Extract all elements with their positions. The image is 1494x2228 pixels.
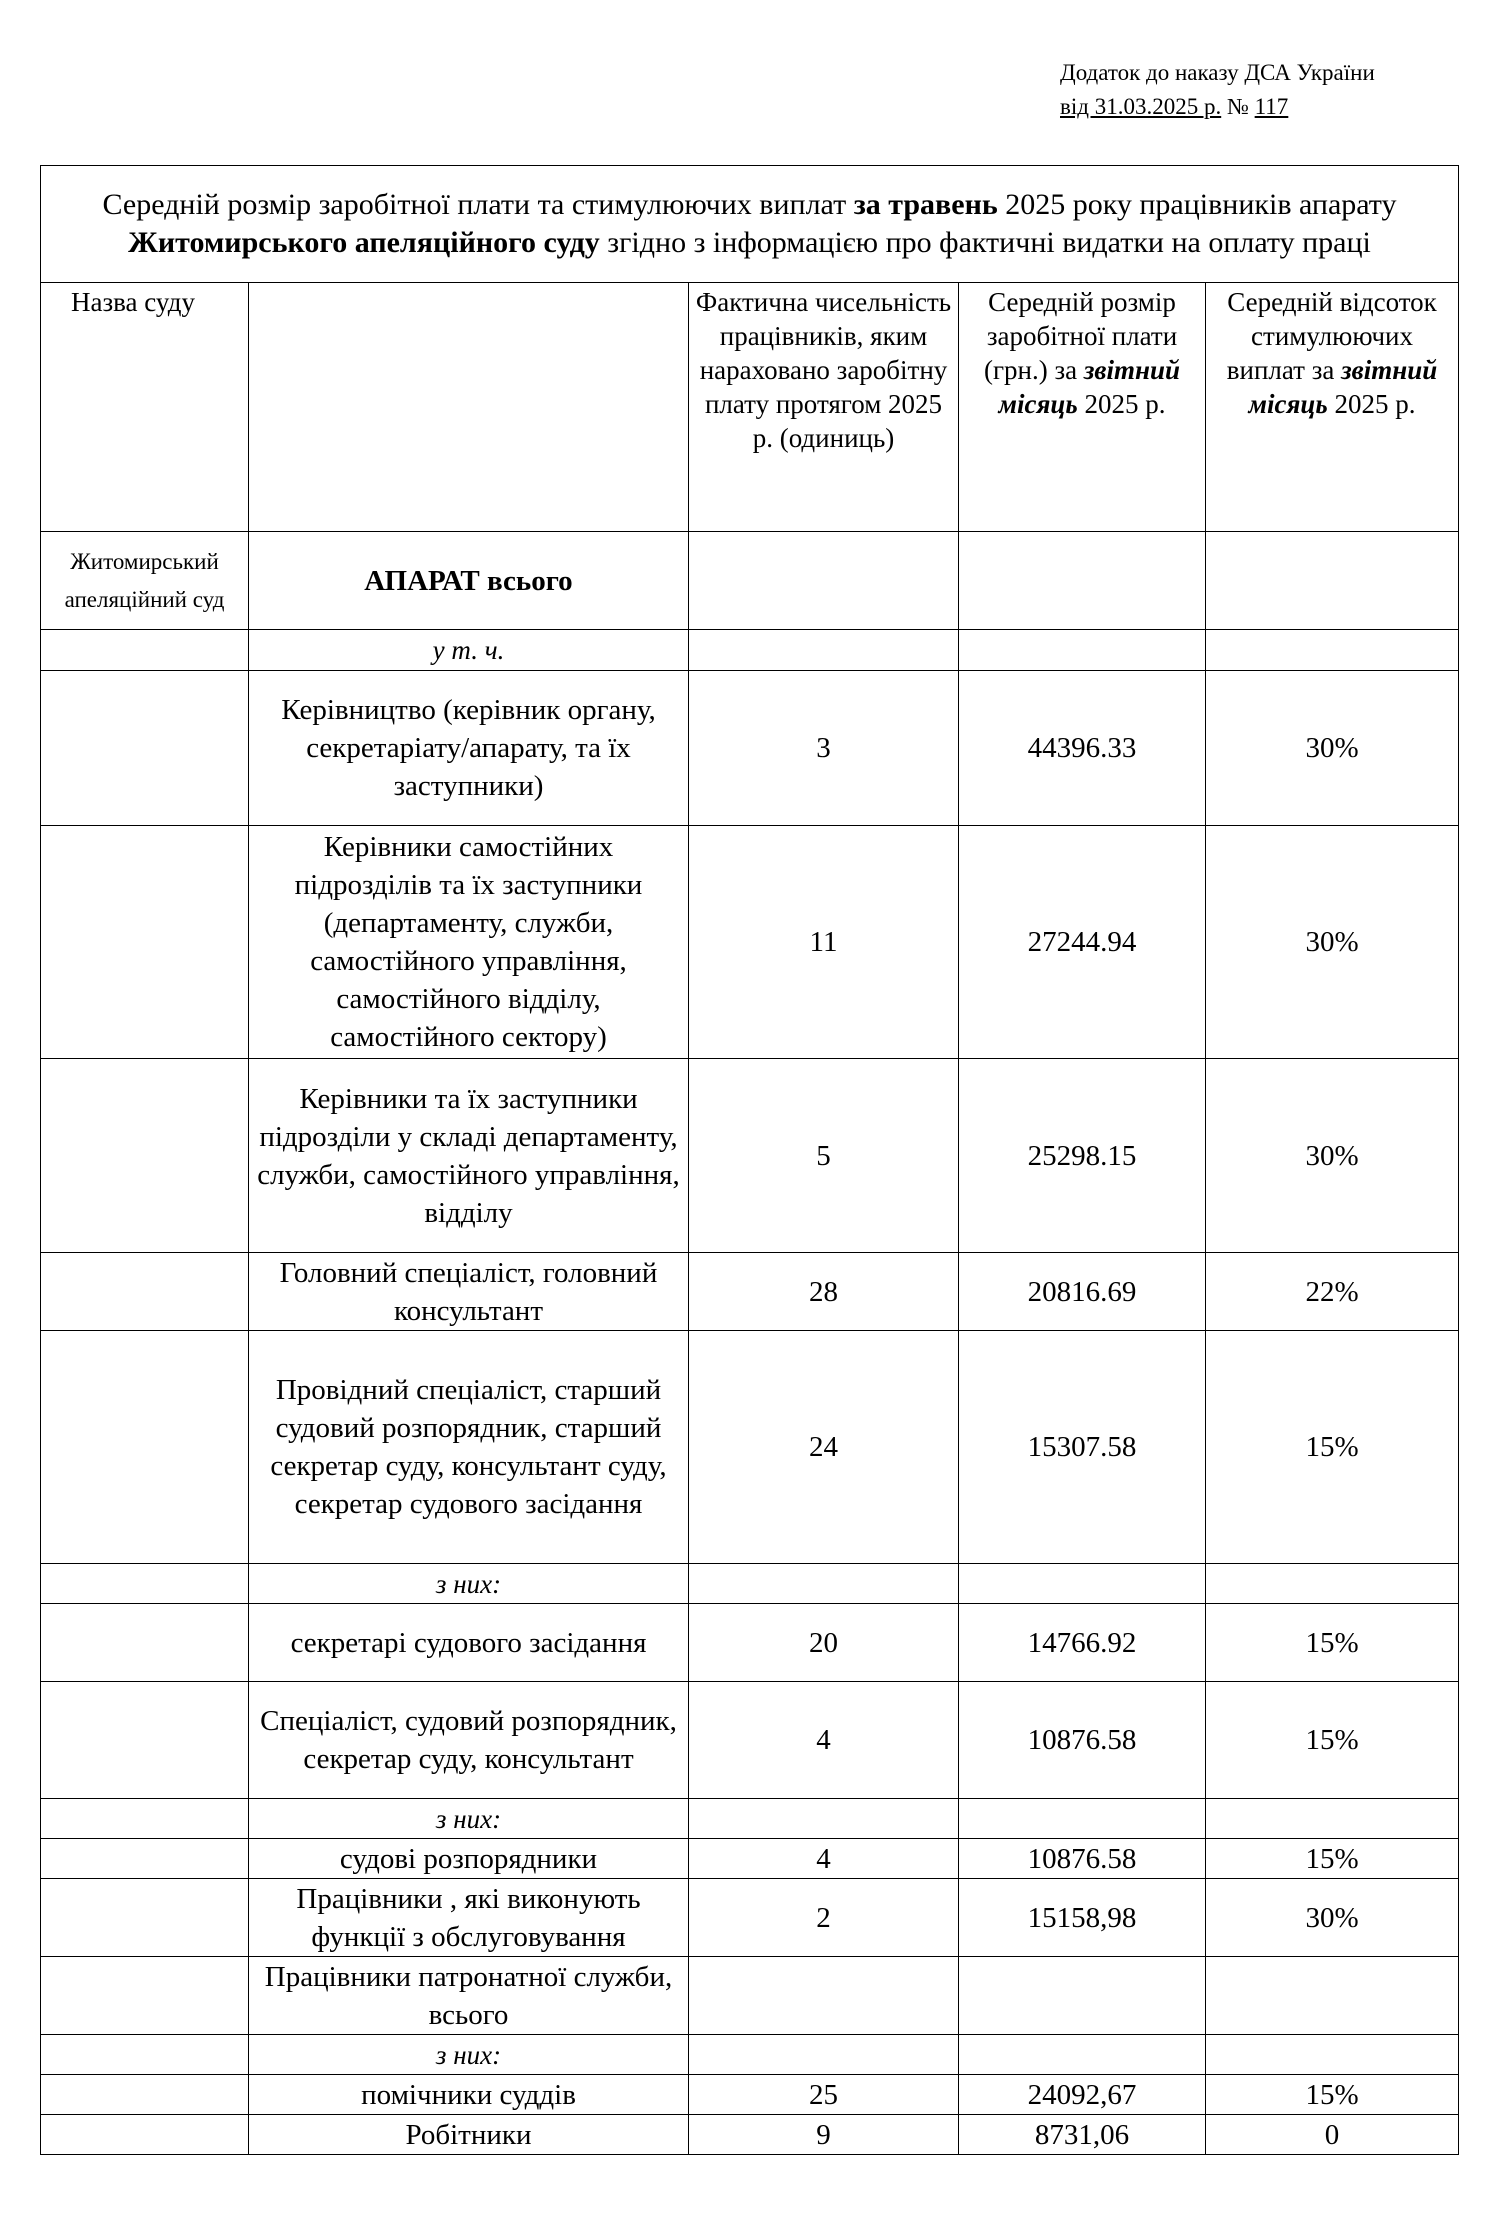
- row-bonus: 22%: [1206, 1253, 1459, 1331]
- row-court-cell: [41, 1604, 249, 1682]
- table-row: [41, 2115, 1459, 2155]
- apparat-total-label: АПАРАТ всього: [249, 532, 689, 630]
- apparat-count: [689, 532, 959, 630]
- table-row: [41, 2035, 1459, 2075]
- annex-date: від 31.03.2025 р.: [1060, 94, 1222, 119]
- table-row: [41, 826, 1459, 1059]
- row-salary: [959, 1799, 1206, 1839]
- row-salary: 10876.58: [959, 1682, 1206, 1799]
- table-row: [41, 1331, 1459, 1564]
- row-label: Працівники патронатної служби, всього: [249, 1957, 689, 2035]
- row-court-cell: [41, 1879, 249, 1957]
- title-court: Житомирського апеляційного суду: [128, 226, 600, 259]
- row-label: Керівництво (керівник органу, секретаріату/апарату, та їх заступники): [249, 671, 689, 826]
- title-month: за травень: [853, 188, 998, 221]
- row-label: Робітники: [249, 2115, 689, 2155]
- row-bonus: 0: [1206, 2115, 1459, 2155]
- row-count: 2: [689, 1879, 959, 1957]
- header-bonus: [1206, 283, 1459, 532]
- table-row: [41, 1059, 1459, 1253]
- annex-number-sign: №: [1221, 94, 1255, 119]
- row-court-cell: [41, 630, 249, 671]
- row-count: [689, 2035, 959, 2075]
- row-court-cell: [41, 671, 249, 826]
- apparat-salary: [959, 532, 1206, 630]
- row-salary: 20816.69: [959, 1253, 1206, 1331]
- row-bonus: 15%: [1206, 2075, 1459, 2115]
- title-row: [41, 166, 1459, 283]
- row-court-cell: [41, 2075, 249, 2115]
- row-bonus: [1206, 1957, 1459, 2035]
- row-count: 4: [689, 1839, 959, 1879]
- row-count: 9: [689, 2115, 959, 2155]
- row-bonus: [1206, 1799, 1459, 1839]
- row-salary: 27244.94: [959, 826, 1206, 1059]
- apparat-row: [41, 532, 1459, 630]
- row-salary: 44396.33: [959, 671, 1206, 826]
- header-row: [41, 283, 1459, 532]
- row-label: Провідний спеціаліст, старший судовий розпорядник, старший секретар суду, консультант суду, секретар судового засідання: [249, 1331, 689, 1564]
- row-bonus: 30%: [1206, 826, 1459, 1059]
- table-title: [41, 166, 1459, 283]
- header-salary-emph: звітний місяць: [998, 355, 1181, 419]
- header-position: [249, 283, 689, 532]
- title-part1: Середній розмір заробітної плати та стимулюючих виплат: [102, 188, 854, 221]
- row-count: 11: [689, 826, 959, 1059]
- row-salary: 8731,06: [959, 2115, 1206, 2155]
- row-label: Спеціаліст, судовий розпорядник, секретар суду, консультант: [249, 1682, 689, 1799]
- row-bonus: 15%: [1206, 1331, 1459, 1564]
- row-salary: [959, 630, 1206, 671]
- row-bonus: [1206, 630, 1459, 671]
- row-count: [689, 1799, 959, 1839]
- row-label: у т. ч.: [249, 630, 689, 671]
- table-row: [41, 1839, 1459, 1879]
- row-salary: 14766.92: [959, 1604, 1206, 1682]
- row-court-cell: [41, 2035, 249, 2075]
- row-court-cell: [41, 1799, 249, 1839]
- title-part3: згідно з інформацією про фактичні видатки на оплату праці: [599, 226, 1371, 259]
- row-count: 28: [689, 1253, 959, 1331]
- table-row: [41, 1879, 1459, 1957]
- salary-table: [40, 165, 1459, 2155]
- header-bonus-part1: Середній відсоток стимулюючих виплат за: [1226, 287, 1437, 385]
- row-bonus: 15%: [1206, 1839, 1459, 1879]
- row-label: помічники суддів: [249, 2075, 689, 2115]
- row-court-cell: [41, 1839, 249, 1879]
- row-count: [689, 1957, 959, 2035]
- header-court-name: Назва суду: [41, 283, 249, 532]
- header-bonus-emph: звітний місяць: [1248, 355, 1438, 419]
- title-part2: 2025 року працівників апарату: [997, 188, 1397, 221]
- table-row: [41, 1682, 1459, 1799]
- row-count: 3: [689, 671, 959, 826]
- row-court-cell: [41, 1059, 249, 1253]
- row-salary: [959, 1957, 1206, 2035]
- row-court-cell: [41, 2115, 249, 2155]
- row-salary: 15158,98: [959, 1879, 1206, 1957]
- row-label: Головний спеціаліст, головний консультант: [249, 1253, 689, 1331]
- row-bonus: [1206, 2035, 1459, 2075]
- row-salary: [959, 2035, 1206, 2075]
- row-count: 5: [689, 1059, 959, 1253]
- row-salary: [959, 1564, 1206, 1604]
- row-salary: 10876.58: [959, 1839, 1206, 1879]
- row-court-cell: [41, 826, 249, 1059]
- row-label: з них:: [249, 2035, 689, 2075]
- row-label: з них:: [249, 1564, 689, 1604]
- row-salary: 25298.15: [959, 1059, 1206, 1253]
- row-count: 4: [689, 1682, 959, 1799]
- row-label: Керівники самостійних підрозділів та їх заступники (департаменту, служби, самостійного управління, самостійного відділу, самостійного сектору): [249, 826, 689, 1059]
- row-court-cell: [41, 1331, 249, 1564]
- annex-number: 117: [1254, 94, 1289, 119]
- row-label: з них:: [249, 1799, 689, 1839]
- row-bonus: 15%: [1206, 1682, 1459, 1799]
- table-row: [41, 1957, 1459, 2035]
- row-salary: 24092,67: [959, 2075, 1206, 2115]
- table-row: [41, 1799, 1459, 1839]
- row-count: [689, 1564, 959, 1604]
- row-count: 25: [689, 2075, 959, 2115]
- header-salary: [959, 283, 1206, 532]
- row-court-cell: [41, 1682, 249, 1799]
- row-bonus: 15%: [1206, 1604, 1459, 1682]
- annex-line1: Додаток до наказу ДСА України: [1060, 60, 1375, 85]
- header-bonus-part2: 2025 р.: [1327, 389, 1416, 419]
- table-row: [41, 1564, 1459, 1604]
- row-count: [689, 630, 959, 671]
- row-bonus: 30%: [1206, 1059, 1459, 1253]
- table-row: [41, 1253, 1459, 1331]
- row-label: Керівники та їх заступники підрозділи у складі департаменту, служби, самостійного управління, відділу: [249, 1059, 689, 1253]
- row-salary: 15307.58: [959, 1331, 1206, 1564]
- table-row: [41, 671, 1459, 826]
- row-count: 20: [689, 1604, 959, 1682]
- header-salary-part2: 2025 р.: [1077, 389, 1166, 419]
- row-label: судові розпорядники: [249, 1839, 689, 1879]
- row-bonus: [1206, 1564, 1459, 1604]
- row-court-cell: [41, 1564, 249, 1604]
- row-bonus: 30%: [1206, 671, 1459, 826]
- apparat-bonus: [1206, 532, 1459, 630]
- annex-note: [1060, 56, 1375, 124]
- header-salary-part1: Середній розмір заробітної плати (грн.) за: [983, 287, 1178, 385]
- row-bonus: 30%: [1206, 1879, 1459, 1957]
- header-count: Фактична чисельність працівників, яким нараховано заробітну плату протягом 2025 р. (одиниць): [689, 283, 959, 532]
- row-court-cell: [41, 1957, 249, 2035]
- court-name-cell: Житомирський апеляційний суд: [41, 532, 249, 630]
- row-label: Працівники , які виконують функції з обслуговування: [249, 1879, 689, 1957]
- table-row: [41, 630, 1459, 671]
- annex-line2: [1060, 90, 1375, 124]
- row-count: 24: [689, 1331, 959, 1564]
- table-row: [41, 2075, 1459, 2115]
- row-court-cell: [41, 1253, 249, 1331]
- table-row: [41, 1604, 1459, 1682]
- row-label: секретарі судового засідання: [249, 1604, 689, 1682]
